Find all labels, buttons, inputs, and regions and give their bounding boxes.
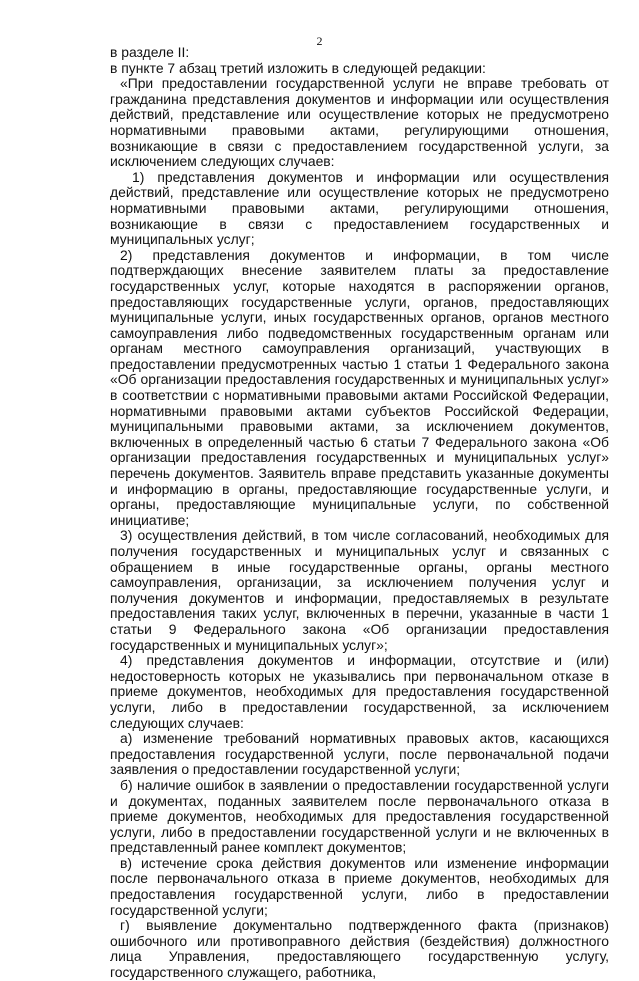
paragraph-amendment-instruction: в пункте 7 абзац третий изложить в следующей редакции: bbox=[110, 59, 486, 76]
page-number: 2 bbox=[316, 34, 323, 48]
paragraph-item-2: 2) представления документов и информации, в том числе подтверждающих внесение заявителем платы за предоставление государственных услуг, которые находятся в распоряжении органов, предоставляющих государственные услуги, органов, предоставляющих муниципальные услуги, иных государственных органов, органов местного самоуправления либо подведомственных государственным органам или органам местного самоуправления организаций, участвующих в предоставлении предусмотренных частью 1 статьи 1 Федерального закона «Об организации предоставления государственных и муниципальных услуг» в соответствии с нормативными правовыми актами Российской Федерации, нормативными правовыми актами субъектов Российской Федерации, муниципальными правовыми актами, за исключением документов, включенных в определенный частью 6 статьи 7 Федерального закона «Об организации предоставления государственных и муниципальных услуг» перечень документов. Заявитель вправе представить указанные документы и информацию в органы, предоставляющие государственные услуги, и органы, предоставляющие муниципальные услуги, по собственной инициативе; bbox=[110, 246, 609, 528]
paragraph-subitem-b: б) наличие ошибок в заявлении о предоставлении государственной услуги и документах, поданных заявителем после первоначального отказа в приеме документов, необходимых для предоставления государственной услуги, либо в предоставлении государственной услуги и не включенных в представленный ранее комплект документов; bbox=[110, 776, 609, 856]
paragraph-quoted-rule: «При предоставлении государственной услуги не вправе требовать от гражданина представления документов и информации или осуществления действий, представление или осуществление которых не предусмотрено нормативными правовыми актами, регулирующими отношения, возникающие в связи с предоставлением государственной услуги, за исключением следующих случаев: bbox=[110, 75, 609, 170]
paragraph-item-1: 1) представления документов и информации или осуществления действий, представление или осуществление которых не предусмотрено нормативными правовыми актами, регулирующими отношения, возникающие в связи с предоставлением государственных и муниципальных услуг; bbox=[110, 168, 609, 248]
paragraph-item-3: 3) осуществления действий, в том числе согласований, необходимых для получения государственных и муниципальных услуг и связанных с обращением в иные государственные органы, органы местного самоуправления, организации, за исключением получения услуг и получения документов и информации, предоставляемых в результате предоставления таких услуг, включенных в перечни, указанные в части 1 статьи 9 Федерального закона «Об организации предоставления государственных и муниципальных услуг»; bbox=[110, 527, 609, 653]
paragraph-subitem-v: в) истечение срока действия документов или изменение информации после первоначального отказа в приеме документов, необходимых для предоставления государственной услуги, либо в предоставлении государственной услуги; bbox=[110, 854, 609, 918]
paragraph-subitem-g: г) выявление документально подтвержденного факта (признаков) ошибочного или противоправного действия (бездействия) должностного лица Управления, предоставляющего государственную услугу, государственного служащего, работника, bbox=[110, 917, 609, 981]
document-body bbox=[110, 45, 609, 981]
paragraph-subitem-a: а) изменение требований нормативных правовых актов, касающихся предоставления государственной услуги, после первоначальной подачи заявления о предоставлении государственной услуги; bbox=[110, 730, 609, 778]
paragraph-item-4: 4) представления документов и информации, отсутствие и (или) недостоверность которых не указывались при первоначальном отказе в приеме документов, необходимых для предоставления государственной услуги, либо в предоставлении государственной, за исключением следующих случаев: bbox=[110, 652, 609, 731]
paragraph-section-heading: в разделе II: bbox=[110, 44, 190, 60]
